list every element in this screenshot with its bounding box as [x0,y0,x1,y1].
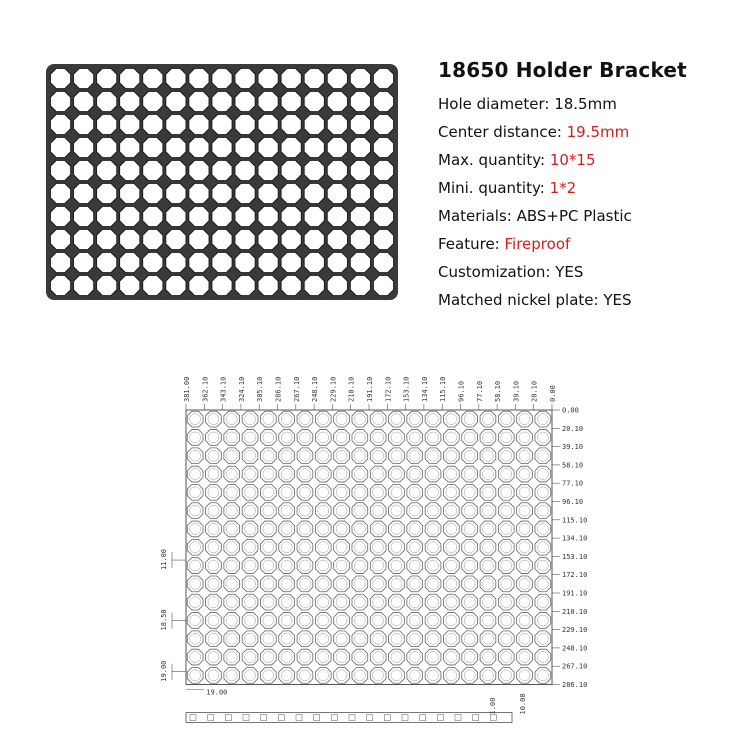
cell-hole [350,275,370,295]
right-dim-label: 0.00 [562,406,579,415]
cell-hole [50,252,70,272]
cell-hole [73,252,93,272]
top-dim-label: 115.10 [439,376,448,402]
spec-line [438,230,738,258]
cell-hole [327,206,347,226]
cell-hole [258,206,278,226]
cell-hole [120,137,140,157]
cell-hole [166,114,186,134]
spec-line [438,258,738,286]
bottom-right-dim-label: 10.00 [519,693,527,715]
spec-label: Center distance: [438,123,567,141]
cell-hole [73,68,93,88]
cell-hole [258,68,278,88]
spec-panel [438,58,738,314]
cell-hole [73,183,93,203]
cell-hole [235,160,255,180]
cell-hole [73,114,93,134]
top-dim-label: 153.10 [402,376,411,402]
side-view-slot [437,715,443,721]
cell-hole [166,91,186,111]
top-dim-label: 381.00 [183,376,191,402]
cell-hole [97,206,117,226]
cell-hole [143,275,163,295]
cell-hole [166,229,186,249]
spec-value: 18.5mm [554,95,617,113]
spec-label: Materials: [438,207,517,225]
cell-hole [73,206,93,226]
cell-hole [350,68,370,88]
side-view-slot [473,715,479,721]
cell-hole [189,206,209,226]
cell-hole [281,160,301,180]
top-dim-label: 0.00 [549,385,557,402]
cell-hole [120,206,140,226]
cell-hole [166,183,186,203]
bottom-left-dim-label: 19.00 [206,688,228,697]
spec-value: Fireproof [504,235,571,253]
left-dim-label: 19.00 [160,660,168,682]
dimension-drawing [150,370,600,750]
top-dim-label: 134.10 [420,376,429,402]
cell-hole [373,160,393,180]
cell-hole [235,91,255,111]
spec-label: Hole diameter: [438,95,555,113]
cell-hole [258,91,278,111]
side-view-slot [384,715,390,721]
cell-hole [212,229,232,249]
spec-line [438,146,738,174]
spec-label: Matched nickel plate: [438,291,604,309]
cell-hole [97,160,117,180]
cell-hole [50,229,70,249]
side-view-slot [208,715,214,721]
technical-drawing [150,370,600,750]
cell-hole [258,252,278,272]
cell-hole [212,183,232,203]
cell-hole [97,137,117,157]
cell-hole [281,275,301,295]
cell-hole [327,160,347,180]
cell-hole [304,183,324,203]
cell-hole [373,137,393,157]
cell-hole [235,252,255,272]
cell-hole [212,91,232,111]
cell-hole [327,183,347,203]
cell-hole [212,275,232,295]
side-view-slot [402,715,408,721]
top-dim-label: 96.10 [457,380,466,402]
cell-hole [97,68,117,88]
spec-label: Max. quantity: [438,151,550,169]
cell-hole [50,68,70,88]
cell-hole [50,137,70,157]
cell-hole [373,91,393,111]
spec-line [438,174,738,202]
drawing-outline [186,410,552,685]
side-view-slot [349,715,355,721]
cell-hole [73,229,93,249]
cell-hole [143,206,163,226]
cell-hole [350,183,370,203]
cell-hole [120,252,140,272]
cell-hole [50,114,70,134]
cell-hole [235,275,255,295]
cell-hole [327,137,347,157]
top-dim-label: 324.10 [237,376,246,402]
cell-hole [350,160,370,180]
cell-hole [143,160,163,180]
cell-hole [304,275,324,295]
cell-hole [120,68,140,88]
cell-hole [235,68,255,88]
side-view-slot [314,715,320,721]
cell-hole [189,252,209,272]
top-dim-label: 20.10 [530,380,539,402]
cell-hole [143,252,163,272]
right-dim-label: 20.10 [562,424,584,433]
cell-hole [304,137,324,157]
cell-hole [97,183,117,203]
cell-hole [212,160,232,180]
cell-hole [189,137,209,157]
bottom-right-dim-label: 1.00 [489,697,497,715]
cell-hole [373,183,393,203]
cell-hole [120,275,140,295]
cell-hole [281,252,301,272]
side-view-slot [190,715,196,721]
cell-hole [281,68,301,88]
cell-hole [50,275,70,295]
cell-hole [304,252,324,272]
cell-hole [73,275,93,295]
top-dim-label: 267.10 [292,376,301,402]
cell-hole [212,137,232,157]
top-dim-label: 248.10 [311,376,320,402]
spec-title: 18650 Holder Bracket [438,58,687,82]
cell-hole [143,229,163,249]
side-view-slot [296,715,302,721]
top-dim-label: 172.10 [384,376,393,402]
cell-hole [373,229,393,249]
cell-hole [235,229,255,249]
spec-label: Customization: [438,263,556,281]
cell-hole [373,206,393,226]
spec-label: Mini. quantity: [438,179,550,197]
cell-hole [97,229,117,249]
cell-hole [166,206,186,226]
cell-hole [50,183,70,203]
cell-hole [373,252,393,272]
cell-hole [350,252,370,272]
cell-hole [97,252,117,272]
cell-hole [304,206,324,226]
spec-line [438,90,738,118]
right-dim-label: 77.10 [562,479,584,488]
cell-hole [189,183,209,203]
cell-hole [373,275,393,295]
cell-hole [304,91,324,111]
cell-hole [212,206,232,226]
cell-hole [304,68,324,88]
spec-value: YES [555,263,584,281]
cell-hole [212,68,232,88]
cell-hole [258,275,278,295]
spec-line [438,202,738,230]
cell-hole [258,114,278,134]
right-dim-label: 134.10 [562,534,588,543]
side-view-slot [331,715,337,721]
cell-hole [189,91,209,111]
cell-hole [143,91,163,111]
cell-hole [304,160,324,180]
top-dim-label: 229.10 [329,376,338,402]
spec-value: ABS+PC Plastic [516,207,632,225]
right-dim-label: 286.10 [562,681,588,689]
top-dim-label: 210.10 [347,376,356,402]
side-view-slot [420,715,426,721]
cell-hole [143,114,163,134]
right-dim-label: 58.10 [562,461,584,470]
right-dim-label: 210.10 [562,607,588,616]
side-view-slot [261,715,267,721]
cell-hole [189,229,209,249]
cell-hole [235,137,255,157]
cell-hole [258,183,278,203]
right-dim-label: 153.10 [562,552,588,561]
spec-value: 10*15 [549,151,596,169]
cell-hole [120,160,140,180]
cell-hole [73,160,93,180]
cell-hole [97,114,117,134]
top-dim-label: 77.10 [475,380,484,402]
side-view-slot [225,715,231,721]
cell-hole [350,114,370,134]
cell-hole [166,68,186,88]
cell-hole [120,229,140,249]
cell-hole [120,183,140,203]
left-dim-label: 11.00 [160,548,168,571]
right-dim-label: 267.10 [562,662,588,671]
cell-hole [143,183,163,203]
cell-hole [97,275,117,295]
cell-hole [327,229,347,249]
cell-hole [373,114,393,134]
spec-line [438,286,738,314]
top-dim-label: 362.10 [201,376,210,402]
right-dim-label: 172.10 [562,571,588,580]
side-view-slot [278,715,284,721]
top-dim-label: 39.10 [512,380,521,402]
right-dim-label: 191.10 [562,589,588,598]
spec-line [438,118,738,146]
spec-value: YES [603,291,632,309]
cell-hole [73,137,93,157]
cell-hole [281,206,301,226]
cell-hole [350,206,370,226]
cell-hole [258,160,278,180]
cell-hole [189,68,209,88]
cell-hole [212,252,232,272]
cell-hole [258,229,278,249]
cell-hole [50,160,70,180]
cell-hole [281,229,301,249]
cell-hole [166,252,186,272]
cell-hole [143,137,163,157]
cell-hole [281,137,301,157]
cell-hole [189,160,209,180]
holder-bracket-photo [46,64,398,300]
spec-list [438,90,738,314]
cell-hole [304,114,324,134]
cell-hole [212,114,232,134]
cell-hole [350,137,370,157]
cell-hole [304,229,324,249]
cell-hole [235,114,255,134]
cell-hole [281,183,301,203]
cell-hole [97,91,117,111]
cell-hole [350,91,370,111]
cell-hole [281,91,301,111]
cell-hole [327,252,347,272]
spec-label: Feature: [438,235,505,253]
cell-hole [120,91,140,111]
top-dim-label: 191.10 [366,376,374,402]
holder-grid-image [46,64,398,300]
top-dim-label: 343.10 [219,376,228,402]
cell-hole [327,68,347,88]
cell-hole [143,68,163,88]
cell-hole [73,91,93,111]
right-dim-label: 248.10 [562,644,588,653]
cell-hole [120,114,140,134]
cell-hole [166,275,186,295]
spec-value: 19.5mm [566,123,630,141]
cell-hole [50,206,70,226]
cell-hole [189,275,209,295]
top-dim-label: 58.10 [494,380,503,402]
cell-hole [327,275,347,295]
top-dim-label: 286.10 [274,376,283,402]
cell-hole [258,137,278,157]
cell-hole [166,137,186,157]
left-dim-label: 18.50 [160,609,168,631]
cell-hole [235,183,255,203]
cell-hole [281,114,301,134]
side-view-slot [455,715,461,721]
cell-hole [373,68,393,88]
cell-hole [350,229,370,249]
right-dim-label: 39.10 [562,443,584,452]
cell-hole [166,160,186,180]
right-dim-label: 229.10 [562,626,588,635]
right-dim-label: 115.10 [562,516,588,525]
cell-hole [189,114,209,134]
spec-value: 1*2 [549,179,577,197]
cell-hole [327,114,347,134]
top-dim-label: 305.10 [256,376,265,402]
cell-hole [327,91,347,111]
cell-hole [50,91,70,111]
side-view-slot [367,715,373,721]
side-view-slot [243,715,249,721]
right-dim-label: 96.10 [562,498,584,506]
cell-hole [235,206,255,226]
